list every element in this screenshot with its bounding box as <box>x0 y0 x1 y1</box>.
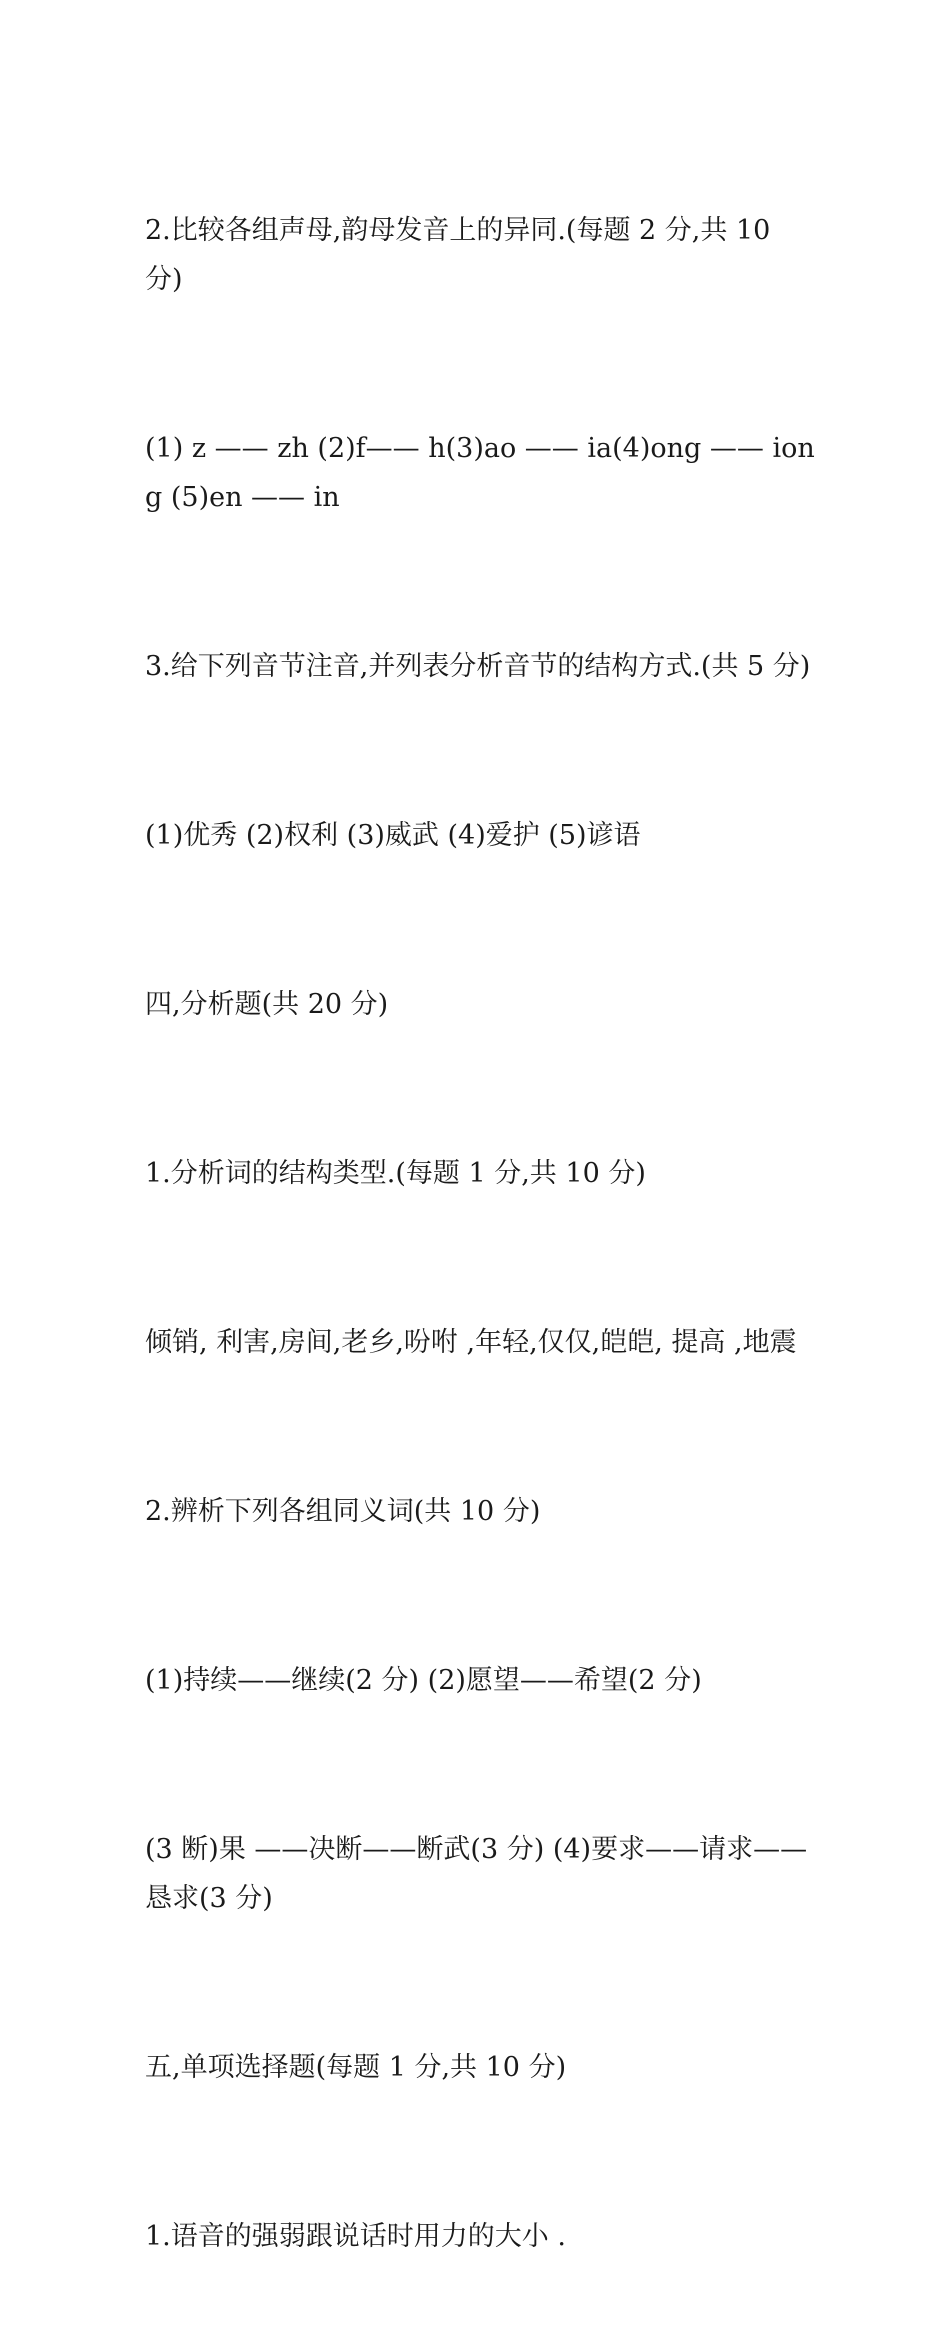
synonym-pair-line-2: (3 断)果 ——决断——断武(3 分) (4)要求——请求——恳求(3 分) <box>145 1834 808 1914</box>
question-3-title: 3.给下列音节注音,并列表分析音节的结构方式.(共 5 分) <box>145 651 811 682</box>
section-5-heading: 五,单项选择题(每题 1 分,共 10 分) <box>145 2052 567 2083</box>
question-2-title: 2.比较各组声母,韵母发音上的异同.(每题 2 分,共 10 分) <box>145 215 779 295</box>
section-4-question-2-title: 2.辨析下列各组同义词(共 10 分) <box>145 1496 541 1527</box>
synonym-pair-line-1: (1)持续——继续(2 分) (2)愿望——希望(2 分) <box>145 1665 702 1696</box>
section-4-question-1-words: 倾销, 利害,房间,老乡,吩咐 ,年轻,仅仅,皑皑, 提高 ,地震 <box>145 1327 797 1358</box>
section-4-heading: 四,分析题(共 20 分) <box>145 989 389 1020</box>
question-3-items: (1)优秀 (2)权利 (3)威武 (4)爱护 (5)谚语 <box>145 820 641 851</box>
section-4-question-1-title: 1.分析词的结构类型.(每题 1 分,共 10 分) <box>145 1158 646 1189</box>
section-5-question-1: 1.语音的强弱跟说话时用力的大小 . <box>145 2221 566 2252</box>
question-2-items: (1) z —— zh (2)f—— h(3)ao —— ia(4)ong —— iong (5)en —— in <box>145 433 815 513</box>
document-body <box>145 108 815 2332</box>
